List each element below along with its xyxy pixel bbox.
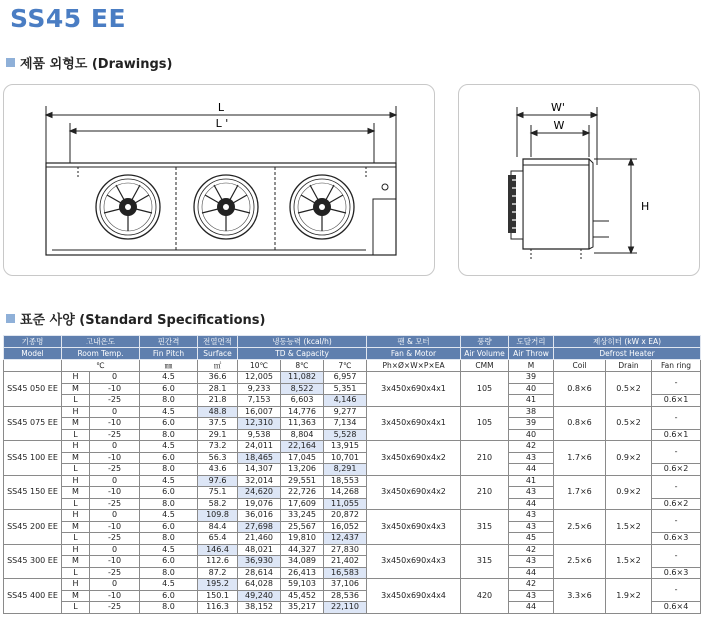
- th-unit-mm: ㎜: [140, 360, 198, 372]
- spec-cell: -10: [90, 418, 140, 430]
- th-air-volume-en: Air Volume: [461, 348, 509, 360]
- air-throw-cell: 43: [509, 452, 554, 464]
- spec-cell: 18,465: [238, 452, 281, 464]
- side-view-panel: [458, 84, 700, 276]
- spec-cell: 22,164: [281, 441, 324, 453]
- spec-cell: 8,291: [324, 464, 367, 476]
- spec-cell: H: [62, 510, 90, 522]
- header-row-korean: [4, 336, 701, 348]
- spec-cell: 18,553: [324, 475, 367, 487]
- spec-cell: M: [62, 383, 90, 395]
- spec-cell: L: [62, 498, 90, 510]
- section-bullet-icon: [6, 314, 15, 323]
- spec-cell: L: [62, 464, 90, 476]
- spec-cell: 7,153: [238, 395, 281, 407]
- fan-ring-dash-cell: -: [652, 544, 701, 567]
- spec-heading: [6, 309, 265, 328]
- spec-cell: 0: [90, 406, 140, 418]
- spec-cell: L: [62, 533, 90, 545]
- spec-cell: 150.1: [198, 590, 238, 602]
- fan-motor-cell: 3x450x690x4x3: [367, 510, 461, 545]
- spec-cell: -25: [90, 498, 140, 510]
- spec-cell: 0: [90, 579, 140, 591]
- spec-cell: 12,437: [324, 533, 367, 545]
- th-unit-m2: ㎡: [198, 360, 238, 372]
- spec-table: [3, 335, 701, 614]
- th-model-ko: 기종명: [4, 336, 62, 348]
- fan-motor-cell: 3x450x690x4x2: [367, 475, 461, 510]
- air-throw-cell: 42: [509, 544, 554, 556]
- air-volume-cell: 420: [461, 579, 509, 614]
- spec-cell: 49,240: [238, 590, 281, 602]
- dim-l-label: L: [217, 101, 225, 114]
- spec-cell: M: [62, 521, 90, 533]
- spec-cell: 4.5: [140, 441, 198, 453]
- spec-cell: -10: [90, 452, 140, 464]
- spec-cell: -10: [90, 487, 140, 499]
- spec-table-body: [4, 372, 701, 614]
- spec-cell: 34,089: [281, 556, 324, 568]
- spec-cell: 4,146: [324, 395, 367, 407]
- spec-cell: 48,021: [238, 544, 281, 556]
- th-unit-temp: ℃: [62, 360, 140, 372]
- coil-heater-cell: 0.8×6: [554, 372, 606, 407]
- model-name-cell: SS45 150 EE: [4, 475, 62, 510]
- coil-heater-cell: 3.3×6: [554, 579, 606, 614]
- spec-cell: 48.8: [198, 406, 238, 418]
- table-row: [4, 510, 701, 522]
- spec-cell: 36,930: [238, 556, 281, 568]
- th-fan-en: Fan & Motor: [367, 348, 461, 360]
- spec-cell: 16,052: [324, 521, 367, 533]
- spec-heading-text: 표준 사양 (Standard Specifications): [20, 313, 266, 328]
- air-throw-cell: 42: [509, 579, 554, 591]
- model-name-cell: SS45 200 EE: [4, 510, 62, 545]
- spec-cell: 4.5: [140, 544, 198, 556]
- spec-cell: 6.0: [140, 556, 198, 568]
- air-throw-cell: 41: [509, 395, 554, 407]
- fan-ring-value-cell: 0.6×1: [652, 395, 701, 407]
- spec-cell: 65.4: [198, 533, 238, 545]
- spec-cell: 32,014: [238, 475, 281, 487]
- air-throw-cell: 43: [509, 510, 554, 522]
- spec-cell: H: [62, 441, 90, 453]
- air-volume-cell: 210: [461, 441, 509, 476]
- drain-heater-cell: 1.9×2: [606, 579, 652, 614]
- spec-cell: 6,957: [324, 372, 367, 384]
- drawings-heading-text: 제품 외형도 (Drawings): [20, 57, 173, 72]
- spec-cell: -10: [90, 590, 140, 602]
- spec-cell: 16,583: [324, 567, 367, 579]
- spec-cell: 7,134: [324, 418, 367, 430]
- spec-cell: 29.1: [198, 429, 238, 441]
- spec-cell: 112.6: [198, 556, 238, 568]
- spec-cell: 12,310: [238, 418, 281, 430]
- th-room-temp-ko: 고내온도: [62, 336, 140, 348]
- model-name-cell: SS45 300 EE: [4, 544, 62, 579]
- th-fin-pitch-ko: 핀간격: [140, 336, 198, 348]
- th-capacity-en: TD & Capacity: [238, 348, 367, 360]
- table-row: [4, 372, 701, 384]
- spec-cell: 17,045: [281, 452, 324, 464]
- spec-cell: 6,603: [281, 395, 324, 407]
- spec-cell: -25: [90, 567, 140, 579]
- spec-cell: 28.1: [198, 383, 238, 395]
- spec-cell: 8.0: [140, 498, 198, 510]
- front-view-drawing: [4, 85, 434, 275]
- spec-cell: H: [62, 579, 90, 591]
- fan-1: [96, 175, 160, 239]
- th-fan-ko: 팬 & 모터: [367, 336, 461, 348]
- spec-cell: 195.2: [198, 579, 238, 591]
- spec-cell: -25: [90, 429, 140, 441]
- spec-cell: H: [62, 475, 90, 487]
- spec-cell: 84.4: [198, 521, 238, 533]
- air-throw-cell: 45: [509, 533, 554, 545]
- air-throw-cell: 44: [509, 498, 554, 510]
- drain-heater-cell: 0.9×2: [606, 441, 652, 476]
- th-air-throw-ko: 도달거리: [509, 336, 554, 348]
- spec-cell: 29,551: [281, 475, 324, 487]
- th-defrost-en: Defrost Heater: [554, 348, 701, 360]
- spec-cell: 11,082: [281, 372, 324, 384]
- th-td-7: 7℃: [324, 360, 367, 372]
- coil-heater-cell: 1.7×6: [554, 441, 606, 476]
- header-row-english: [4, 348, 701, 360]
- spec-cell: M: [62, 418, 90, 430]
- air-throw-cell: 44: [509, 602, 554, 614]
- drain-heater-cell: 0.5×2: [606, 372, 652, 407]
- fan-2: [194, 175, 258, 239]
- spec-cell: 6.0: [140, 452, 198, 464]
- th-surface-en: Surface: [198, 348, 238, 360]
- drain-heater-cell: 0.5×2: [606, 406, 652, 441]
- spec-cell: 8.0: [140, 464, 198, 476]
- spec-cell: 25,567: [281, 521, 324, 533]
- spec-cell: 21,402: [324, 556, 367, 568]
- spec-cell: 19,076: [238, 498, 281, 510]
- spec-cell: 19,810: [281, 533, 324, 545]
- fan-ring-dash-cell: -: [652, 510, 701, 533]
- spec-cell: M: [62, 590, 90, 602]
- air-throw-cell: 44: [509, 567, 554, 579]
- fan-ring-dash-cell: -: [652, 441, 701, 464]
- spec-cell: 28,536: [324, 590, 367, 602]
- drain-heater-cell: 0.9×2: [606, 475, 652, 510]
- spec-cell: 27,698: [238, 521, 281, 533]
- fan-ring-value-cell: 0.6×4: [652, 602, 701, 614]
- fan-ring-dash-cell: -: [652, 406, 701, 429]
- spec-cell: 8,522: [281, 383, 324, 395]
- spec-cell: 4.5: [140, 475, 198, 487]
- spec-cell: 8.0: [140, 567, 198, 579]
- spec-cell: 4.5: [140, 510, 198, 522]
- spec-cell: 33,245: [281, 510, 324, 522]
- spec-cell: 5,351: [324, 383, 367, 395]
- spec-cell: 146.4: [198, 544, 238, 556]
- th-capacity-ko: 냉동능력 (kcal/h): [238, 336, 367, 348]
- spec-cell: 0: [90, 510, 140, 522]
- spec-cell: 10,701: [324, 452, 367, 464]
- spec-cell: 9,538: [238, 429, 281, 441]
- spec-cell: 6.0: [140, 487, 198, 499]
- air-throw-cell: 40: [509, 383, 554, 395]
- fan-ring-dash-cell: -: [652, 372, 701, 395]
- spec-cell: 44,327: [281, 544, 324, 556]
- fan-motor-cell: 3x450x690x4x1: [367, 372, 461, 407]
- spec-cell: 116.3: [198, 602, 238, 614]
- spec-cell: 8.0: [140, 395, 198, 407]
- fan-ring-value-cell: 0.6×1: [652, 429, 701, 441]
- spec-cell: H: [62, 406, 90, 418]
- table-row: [4, 475, 701, 487]
- spec-cell: 14,268: [324, 487, 367, 499]
- th-coil: Coil: [554, 360, 606, 372]
- air-throw-cell: 38: [509, 406, 554, 418]
- fan-motor-cell: 3x450x690x4x4: [367, 579, 461, 614]
- spec-cell: 36,016: [238, 510, 281, 522]
- th-air-volume-ko: 풍량: [461, 336, 509, 348]
- spec-cell: 0: [90, 475, 140, 487]
- spec-cell: 37,106: [324, 579, 367, 591]
- spec-cell: 11,055: [324, 498, 367, 510]
- fan-motor-cell: 3x450x690x4x2: [367, 441, 461, 476]
- spec-cell: 6.0: [140, 521, 198, 533]
- spec-cell: 6.0: [140, 418, 198, 430]
- spec-cell: 109.8: [198, 510, 238, 522]
- spec-cell: 8.0: [140, 429, 198, 441]
- spec-cell: 0: [90, 441, 140, 453]
- spec-cell: 37.5: [198, 418, 238, 430]
- dim-l-prime-label: L ': [215, 117, 229, 130]
- th-surface-ko: 전열면적: [198, 336, 238, 348]
- air-throw-cell: 39: [509, 418, 554, 430]
- air-throw-cell: 39: [509, 372, 554, 384]
- spec-cell: 21,460: [238, 533, 281, 545]
- spec-cell: 24,011: [238, 441, 281, 453]
- spec-cell: 27,830: [324, 544, 367, 556]
- fan-motor-cell: 3x450x690x4x1: [367, 406, 461, 441]
- fan-ring-dash-cell: -: [652, 579, 701, 602]
- drain-heater-cell: 1.5×2: [606, 544, 652, 579]
- fan-ring-dash-cell: -: [652, 475, 701, 498]
- fan-ring-value-cell: 0.6×2: [652, 464, 701, 476]
- air-throw-cell: 42: [509, 441, 554, 453]
- coil-heater-cell: 0.8×6: [554, 406, 606, 441]
- air-throw-cell: 44: [509, 464, 554, 476]
- spec-cell: -10: [90, 521, 140, 533]
- spec-cell: 97.6: [198, 475, 238, 487]
- dim-w-label: W: [553, 119, 565, 132]
- air-throw-cell: 40: [509, 429, 554, 441]
- air-throw-cell: 41: [509, 475, 554, 487]
- th-air-throw-en: Air Throw: [509, 348, 554, 360]
- table-row: [4, 406, 701, 418]
- spec-cell: L: [62, 395, 90, 407]
- spec-cell: 36.6: [198, 372, 238, 384]
- air-volume-cell: 315: [461, 544, 509, 579]
- spec-cell: 6.0: [140, 590, 198, 602]
- th-fan-ring: Fan ring: [652, 360, 701, 372]
- th-unit-m: M: [509, 360, 554, 372]
- spec-cell: 0: [90, 372, 140, 384]
- model-name-cell: SS45 100 EE: [4, 441, 62, 476]
- spec-cell: 35,217: [281, 602, 324, 614]
- spec-cell: 43.6: [198, 464, 238, 476]
- spec-cell: 4.5: [140, 372, 198, 384]
- air-throw-cell: 43: [509, 556, 554, 568]
- spec-cell: L: [62, 567, 90, 579]
- section-bullet-icon: [6, 58, 15, 67]
- fan-ring-value-cell: 0.6×3: [652, 533, 701, 545]
- spec-cell: L: [62, 429, 90, 441]
- spec-cell: -10: [90, 383, 140, 395]
- spec-cell: -25: [90, 533, 140, 545]
- table-row: [4, 544, 701, 556]
- th-fin-pitch-en: Fin Pitch: [140, 348, 198, 360]
- spec-cell: 56.3: [198, 452, 238, 464]
- th-blank: [4, 360, 62, 372]
- spec-cell: 6.0: [140, 383, 198, 395]
- model-name-cell: SS45 075 EE: [4, 406, 62, 441]
- spec-cell: 4.5: [140, 406, 198, 418]
- spec-cell: -10: [90, 556, 140, 568]
- spec-cell: -25: [90, 602, 140, 614]
- coil-heater-cell: 1.7×6: [554, 475, 606, 510]
- spec-cell: 8,804: [281, 429, 324, 441]
- th-unit-fan: Ph×Ø×W×P×EA: [367, 360, 461, 372]
- spec-cell: 14,307: [238, 464, 281, 476]
- model-name-cell: SS45 400 EE: [4, 579, 62, 614]
- spec-cell: -25: [90, 395, 140, 407]
- th-model-en: Model: [4, 348, 62, 360]
- header-row-units: [4, 360, 701, 372]
- coil-heater-cell: 2.5×6: [554, 510, 606, 545]
- spec-cell: 9,277: [324, 406, 367, 418]
- spec-cell: 22,110: [324, 602, 367, 614]
- spec-cell: H: [62, 372, 90, 384]
- spec-cell: 22,726: [281, 487, 324, 499]
- spec-cell: 38,152: [238, 602, 281, 614]
- fan-3: [290, 175, 354, 239]
- spec-cell: 73.2: [198, 441, 238, 453]
- drain-heater-cell: 1.5×2: [606, 510, 652, 545]
- spec-cell: 58.2: [198, 498, 238, 510]
- spec-cell: L: [62, 602, 90, 614]
- air-volume-cell: 315: [461, 510, 509, 545]
- spec-cell: 59,103: [281, 579, 324, 591]
- spec-cell: 9,233: [238, 383, 281, 395]
- spec-cell: 20,872: [324, 510, 367, 522]
- spec-cell: 13,915: [324, 441, 367, 453]
- spec-cell: 13,206: [281, 464, 324, 476]
- spec-cell: 17,609: [281, 498, 324, 510]
- air-throw-cell: 43: [509, 590, 554, 602]
- front-view-panel: [3, 84, 435, 276]
- air-volume-cell: 105: [461, 372, 509, 407]
- air-throw-cell: 43: [509, 521, 554, 533]
- th-td-8: 8℃: [281, 360, 324, 372]
- air-throw-cell: 43: [509, 487, 554, 499]
- table-row: [4, 579, 701, 591]
- spec-cell: M: [62, 487, 90, 499]
- spec-cell: 16,007: [238, 406, 281, 418]
- spec-cell: 0: [90, 544, 140, 556]
- spec-cell: 11,363: [281, 418, 324, 430]
- dim-w-prime-label: W': [551, 101, 565, 114]
- spec-cell: 26,413: [281, 567, 324, 579]
- model-name-cell: SS45 050 EE: [4, 372, 62, 407]
- dim-h-label: H: [641, 200, 650, 213]
- th-td-10: 10℃: [238, 360, 281, 372]
- spec-cell: M: [62, 556, 90, 568]
- side-view-drawing: [459, 85, 699, 275]
- page-title: SS45 EE: [10, 4, 127, 33]
- spec-cell: 75.1: [198, 487, 238, 499]
- th-unit-cmm: CMM: [461, 360, 509, 372]
- air-volume-cell: 105: [461, 406, 509, 441]
- spec-cell: -25: [90, 464, 140, 476]
- spec-cell: 8.0: [140, 533, 198, 545]
- spec-cell: 5,528: [324, 429, 367, 441]
- spec-cell: 21.8: [198, 395, 238, 407]
- th-drain: Drain: [606, 360, 652, 372]
- spec-cell: 24,620: [238, 487, 281, 499]
- fan-motor-cell: 3x450x690x4x3: [367, 544, 461, 579]
- th-defrost-ko: 제상히터 (kW x EA): [554, 336, 701, 348]
- spec-cell: 28,614: [238, 567, 281, 579]
- spec-cell: 87.2: [198, 567, 238, 579]
- drawings-heading: [6, 53, 172, 72]
- spec-cell: 8.0: [140, 602, 198, 614]
- spec-cell: 14,776: [281, 406, 324, 418]
- spec-cell: 12,005: [238, 372, 281, 384]
- fan-ring-value-cell: 0.6×3: [652, 567, 701, 579]
- th-room-temp-en: Room Temp.: [62, 348, 140, 360]
- table-row: [4, 441, 701, 453]
- coil-heater-cell: 2.5×6: [554, 544, 606, 579]
- spec-cell: H: [62, 544, 90, 556]
- spec-cell: 4.5: [140, 579, 198, 591]
- spec-cell: 45,452: [281, 590, 324, 602]
- fan-ring-value-cell: 0.6×2: [652, 498, 701, 510]
- spec-cell: 64,028: [238, 579, 281, 591]
- air-volume-cell: 210: [461, 475, 509, 510]
- spec-cell: M: [62, 452, 90, 464]
